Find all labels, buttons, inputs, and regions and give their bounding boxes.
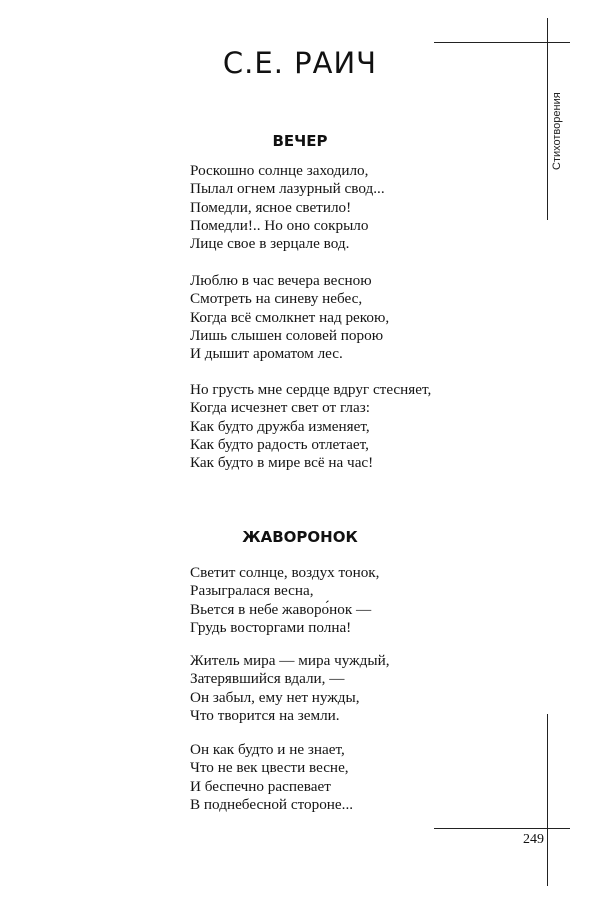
verse-line: Что творится на земли. <box>190 706 340 724</box>
bottom-vertical-rule <box>547 714 548 886</box>
verse-line: Когда исчезнет свет от глаз: <box>190 399 370 417</box>
verse-line: Когда всё смолкнет над рекою, <box>190 308 390 326</box>
stanza <box>190 652 490 725</box>
top-horizontal-rule <box>434 42 570 43</box>
poem-title: ВЕЧЕР <box>272 132 328 150</box>
verse-line: И дышит ароматом лес. <box>190 345 343 363</box>
bottom-horizontal-rule <box>434 828 570 829</box>
verse-line: Что не век цвести весне, <box>190 759 349 777</box>
stanza <box>190 162 490 253</box>
verse-line: Светит солнце, воздух тонок, <box>190 564 380 581</box>
verse-line: Пылал огнем лазурный свод... <box>190 180 385 198</box>
verse-line: Смотреть на синеву небес, <box>190 290 363 308</box>
verse-line: Люблю в час вечера весною <box>190 272 372 289</box>
verse-line: Лице свое в зерцале вод. <box>190 235 350 253</box>
page-number: 249 <box>523 832 544 847</box>
verse-line: Лишь слышен соловей порою <box>190 326 384 344</box>
poem-title: ЖАВОРОНОК <box>242 528 358 546</box>
verse-line: Как будто радость отлетает, <box>190 435 369 453</box>
section-label: Стихотворения <box>551 92 563 170</box>
verse-line: Разыгралася весна, <box>190 582 314 600</box>
stanza <box>190 381 490 472</box>
verse-line: Роскошно солнце заходило, <box>190 162 369 179</box>
verse-line: Вьется в небе жаворо́нок — <box>190 600 372 618</box>
stanza <box>190 741 490 814</box>
stanza <box>190 272 490 363</box>
author-heading: С.Е. РАИЧ <box>222 46 378 80</box>
verse-line: Затерявшийся вдали, — <box>190 670 345 688</box>
verse-line: Он как будто и не знает, <box>190 741 345 758</box>
top-vertical-rule <box>547 18 548 220</box>
verse-line: Помедли, ясное светило! <box>190 198 352 216</box>
verse-line: Он забыл, ему нет нужды, <box>190 688 360 706</box>
verse-line: И беспечно распевает <box>190 777 331 795</box>
verse-line: Как будто дружба изменяет, <box>190 417 370 435</box>
stanza <box>190 564 490 637</box>
verse-line: Житель мира — мира чуждый, <box>190 652 390 669</box>
verse-line: В поднебесной стороне... <box>190 795 354 813</box>
verse-line: Грудь восторгами полна! <box>190 618 352 636</box>
verse-line: Но грусть мне сердце вдруг стесняет, <box>190 381 432 398</box>
verse-line: Как будто в мире всё на час! <box>190 454 374 472</box>
verse-line: Помедли!.. Но оно сокрыло <box>190 216 369 234</box>
